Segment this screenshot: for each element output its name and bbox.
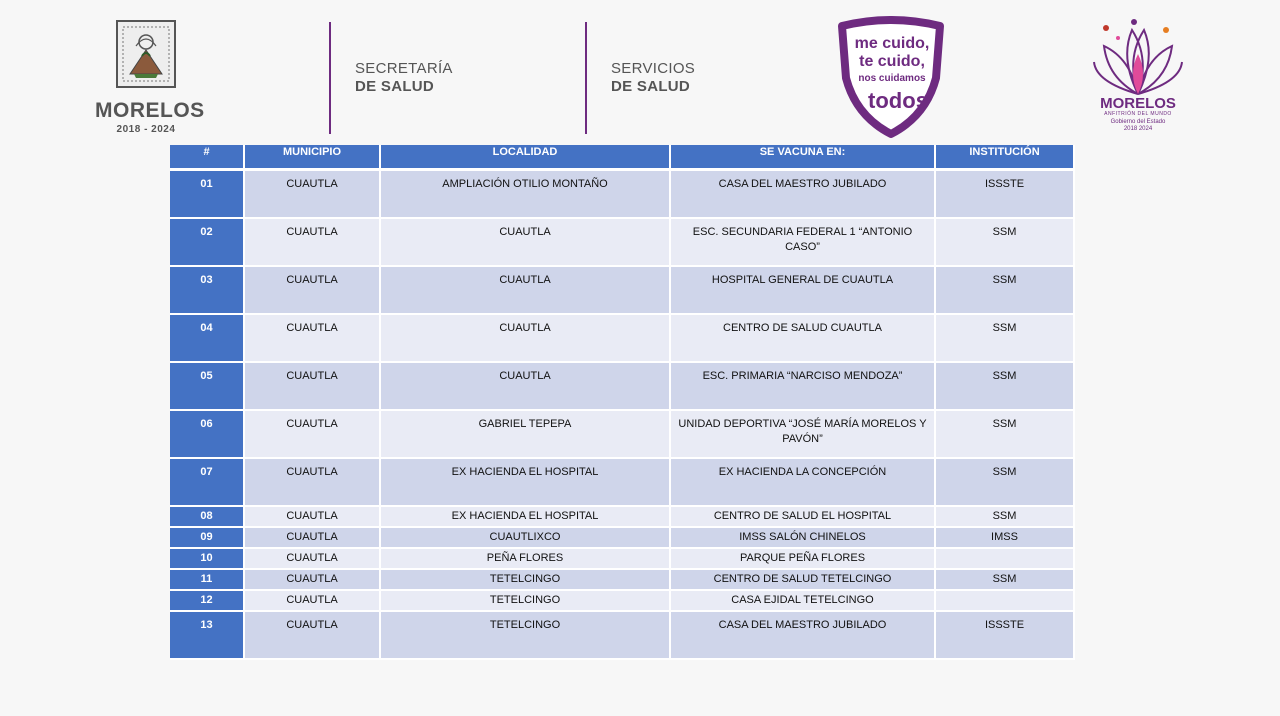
row-number: 07 bbox=[170, 458, 244, 506]
dept2-line1: SERVICIOS bbox=[611, 60, 696, 77]
servicios-de-salud-label bbox=[611, 60, 695, 96]
divider-line bbox=[329, 22, 331, 134]
cell-municipio: CUAUTLA bbox=[244, 590, 380, 611]
row-number: 02 bbox=[170, 218, 244, 266]
secretaria-de-salud-label bbox=[355, 60, 453, 96]
slogan-line4: todos bbox=[868, 88, 928, 113]
column-header-number: # bbox=[170, 145, 244, 170]
cell-lugar: ESC. SECUNDARIA FEDERAL 1 “ANTONIO CASO” bbox=[670, 218, 935, 266]
table-header-row bbox=[170, 145, 1074, 170]
cell-lugar: UNIDAD DEPORTIVA “JOSÉ MARÍA MORELOS Y PAVÓN” bbox=[670, 410, 935, 458]
table-row bbox=[170, 458, 1074, 506]
row-number: 05 bbox=[170, 362, 244, 410]
cell-lugar: IMSS SALÓN CHINELOS bbox=[670, 527, 935, 548]
state-name: MORELOS bbox=[95, 99, 205, 122]
cell-lugar: CASA DEL MAESTRO JUBILADO bbox=[670, 170, 935, 219]
table-row bbox=[170, 410, 1074, 458]
cell-municipio: CUAUTLA bbox=[244, 170, 380, 219]
cell-institucion: SSM bbox=[935, 458, 1074, 506]
cell-localidad: CUAUTLA bbox=[380, 266, 670, 314]
cell-lugar: CASA EJIDAL TETELCINGO bbox=[670, 590, 935, 611]
cell-institucion: SSM bbox=[935, 314, 1074, 362]
brand-title: MORELOS bbox=[1100, 95, 1176, 112]
cell-institucion: SSM bbox=[935, 506, 1074, 527]
cell-localidad: GABRIEL TEPEPA bbox=[380, 410, 670, 458]
cell-municipio: CUAUTLA bbox=[244, 527, 380, 548]
table-row bbox=[170, 548, 1074, 569]
cell-municipio: CUAUTLA bbox=[244, 362, 380, 410]
cell-lugar: CENTRO DE SALUD CUAUTLA bbox=[670, 314, 935, 362]
dept1-line2: DE SALUD bbox=[355, 78, 435, 95]
state-years: 2018 - 2024 bbox=[116, 124, 176, 135]
table-row bbox=[170, 266, 1074, 314]
cell-institucion: SSM bbox=[935, 218, 1074, 266]
cell-municipio: CUAUTLA bbox=[244, 410, 380, 458]
cell-localidad: PEÑA FLORES bbox=[380, 548, 670, 569]
row-number: 08 bbox=[170, 506, 244, 527]
state-seal-icon bbox=[116, 20, 176, 88]
cell-institucion: IMSS bbox=[935, 527, 1074, 548]
dept2-line2: DE SALUD bbox=[611, 78, 691, 95]
cell-localidad: TETELCINGO bbox=[380, 611, 670, 659]
table-row bbox=[170, 611, 1074, 659]
column-header-institucion: INSTITUCIÓN bbox=[935, 145, 1074, 170]
row-number: 13 bbox=[170, 611, 244, 659]
slogan-line3: nos cuidamos bbox=[858, 73, 926, 84]
cell-municipio: CUAUTLA bbox=[244, 266, 380, 314]
column-header-localidad: LOCALIDAD bbox=[380, 145, 670, 170]
cell-localidad: AMPLIACIÓN OTILIO MONTAÑO bbox=[380, 170, 670, 219]
page-header bbox=[0, 0, 1280, 140]
brand-years-line: 2018 2024 bbox=[1123, 126, 1153, 132]
cell-institucion: ISSSTE bbox=[935, 170, 1074, 219]
cell-localidad: EX HACIENDA EL HOSPITAL bbox=[380, 458, 670, 506]
table-row bbox=[170, 362, 1074, 410]
row-number: 03 bbox=[170, 266, 244, 314]
cell-localidad: EX HACIENDA EL HOSPITAL bbox=[380, 506, 670, 527]
cell-municipio: CUAUTLA bbox=[244, 218, 380, 266]
brand-government bbox=[1092, 119, 1184, 133]
dept1-line1: SECRETARÍA bbox=[355, 60, 453, 77]
cell-lugar: HOSPITAL GENERAL DE CUAUTLA bbox=[670, 266, 935, 314]
cell-institucion: SSM bbox=[935, 569, 1074, 590]
cell-lugar: PARQUE PEÑA FLORES bbox=[670, 548, 935, 569]
cell-lugar: ESC. PRIMARIA “NARCISO MENDOZA” bbox=[670, 362, 935, 410]
table-row bbox=[170, 569, 1074, 590]
cell-municipio: CUAUTLA bbox=[244, 569, 380, 590]
cell-institucion bbox=[935, 590, 1074, 611]
slogan-line2: te cuido, bbox=[859, 53, 925, 70]
cell-localidad: CUAUTLIXCO bbox=[380, 527, 670, 548]
vaccination-sites-table bbox=[170, 145, 1075, 660]
row-number: 04 bbox=[170, 314, 244, 362]
brand-subtitle: ANFITRIÓN DEL MUNDO bbox=[1104, 111, 1172, 117]
column-header-lugar: SE VACUNA EN: bbox=[670, 145, 935, 170]
cell-localidad: CUAUTLA bbox=[380, 314, 670, 362]
cell-localidad: CUAUTLA bbox=[380, 218, 670, 266]
table-row bbox=[170, 527, 1074, 548]
lotus-logo-icon bbox=[1090, 18, 1186, 96]
cell-lugar: CASA DEL MAESTRO JUBILADO bbox=[670, 611, 935, 659]
divider-line bbox=[585, 22, 587, 134]
row-number: 06 bbox=[170, 410, 244, 458]
table-row bbox=[170, 506, 1074, 527]
slogan-shield-logo bbox=[836, 16, 946, 138]
cell-lugar: EX HACIENDA LA CONCEPCIÓN bbox=[670, 458, 935, 506]
row-number: 09 bbox=[170, 527, 244, 548]
cell-localidad: TETELCINGO bbox=[380, 569, 670, 590]
cell-institucion: SSM bbox=[935, 410, 1074, 458]
cell-institucion bbox=[935, 548, 1074, 569]
cell-institucion: SSM bbox=[935, 266, 1074, 314]
column-header-municipio: MUNICIPIO bbox=[244, 145, 380, 170]
cell-lugar: CENTRO DE SALUD EL HOSPITAL bbox=[670, 506, 935, 527]
cell-institucion: SSM bbox=[935, 362, 1074, 410]
cell-municipio: CUAUTLA bbox=[244, 548, 380, 569]
row-number: 10 bbox=[170, 548, 244, 569]
cell-municipio: CUAUTLA bbox=[244, 611, 380, 659]
cell-municipio: CUAUTLA bbox=[244, 314, 380, 362]
row-number: 12 bbox=[170, 590, 244, 611]
table-row bbox=[170, 170, 1074, 219]
cell-lugar: CENTRO DE SALUD TETELCINGO bbox=[670, 569, 935, 590]
table-row bbox=[170, 218, 1074, 266]
row-number: 11 bbox=[170, 569, 244, 590]
row-number: 01 bbox=[170, 170, 244, 219]
cell-municipio: CUAUTLA bbox=[244, 506, 380, 527]
table-row bbox=[170, 314, 1074, 362]
cell-localidad: CUAUTLA bbox=[380, 362, 670, 410]
slogan-line1: me cuido, bbox=[854, 35, 930, 52]
cell-institucion: ISSSTE bbox=[935, 611, 1074, 659]
table-row bbox=[170, 590, 1074, 611]
brand-gov-line: Gobierno del Estado bbox=[1110, 119, 1166, 125]
cell-localidad: TETELCINGO bbox=[380, 590, 670, 611]
cell-municipio: CUAUTLA bbox=[244, 458, 380, 506]
